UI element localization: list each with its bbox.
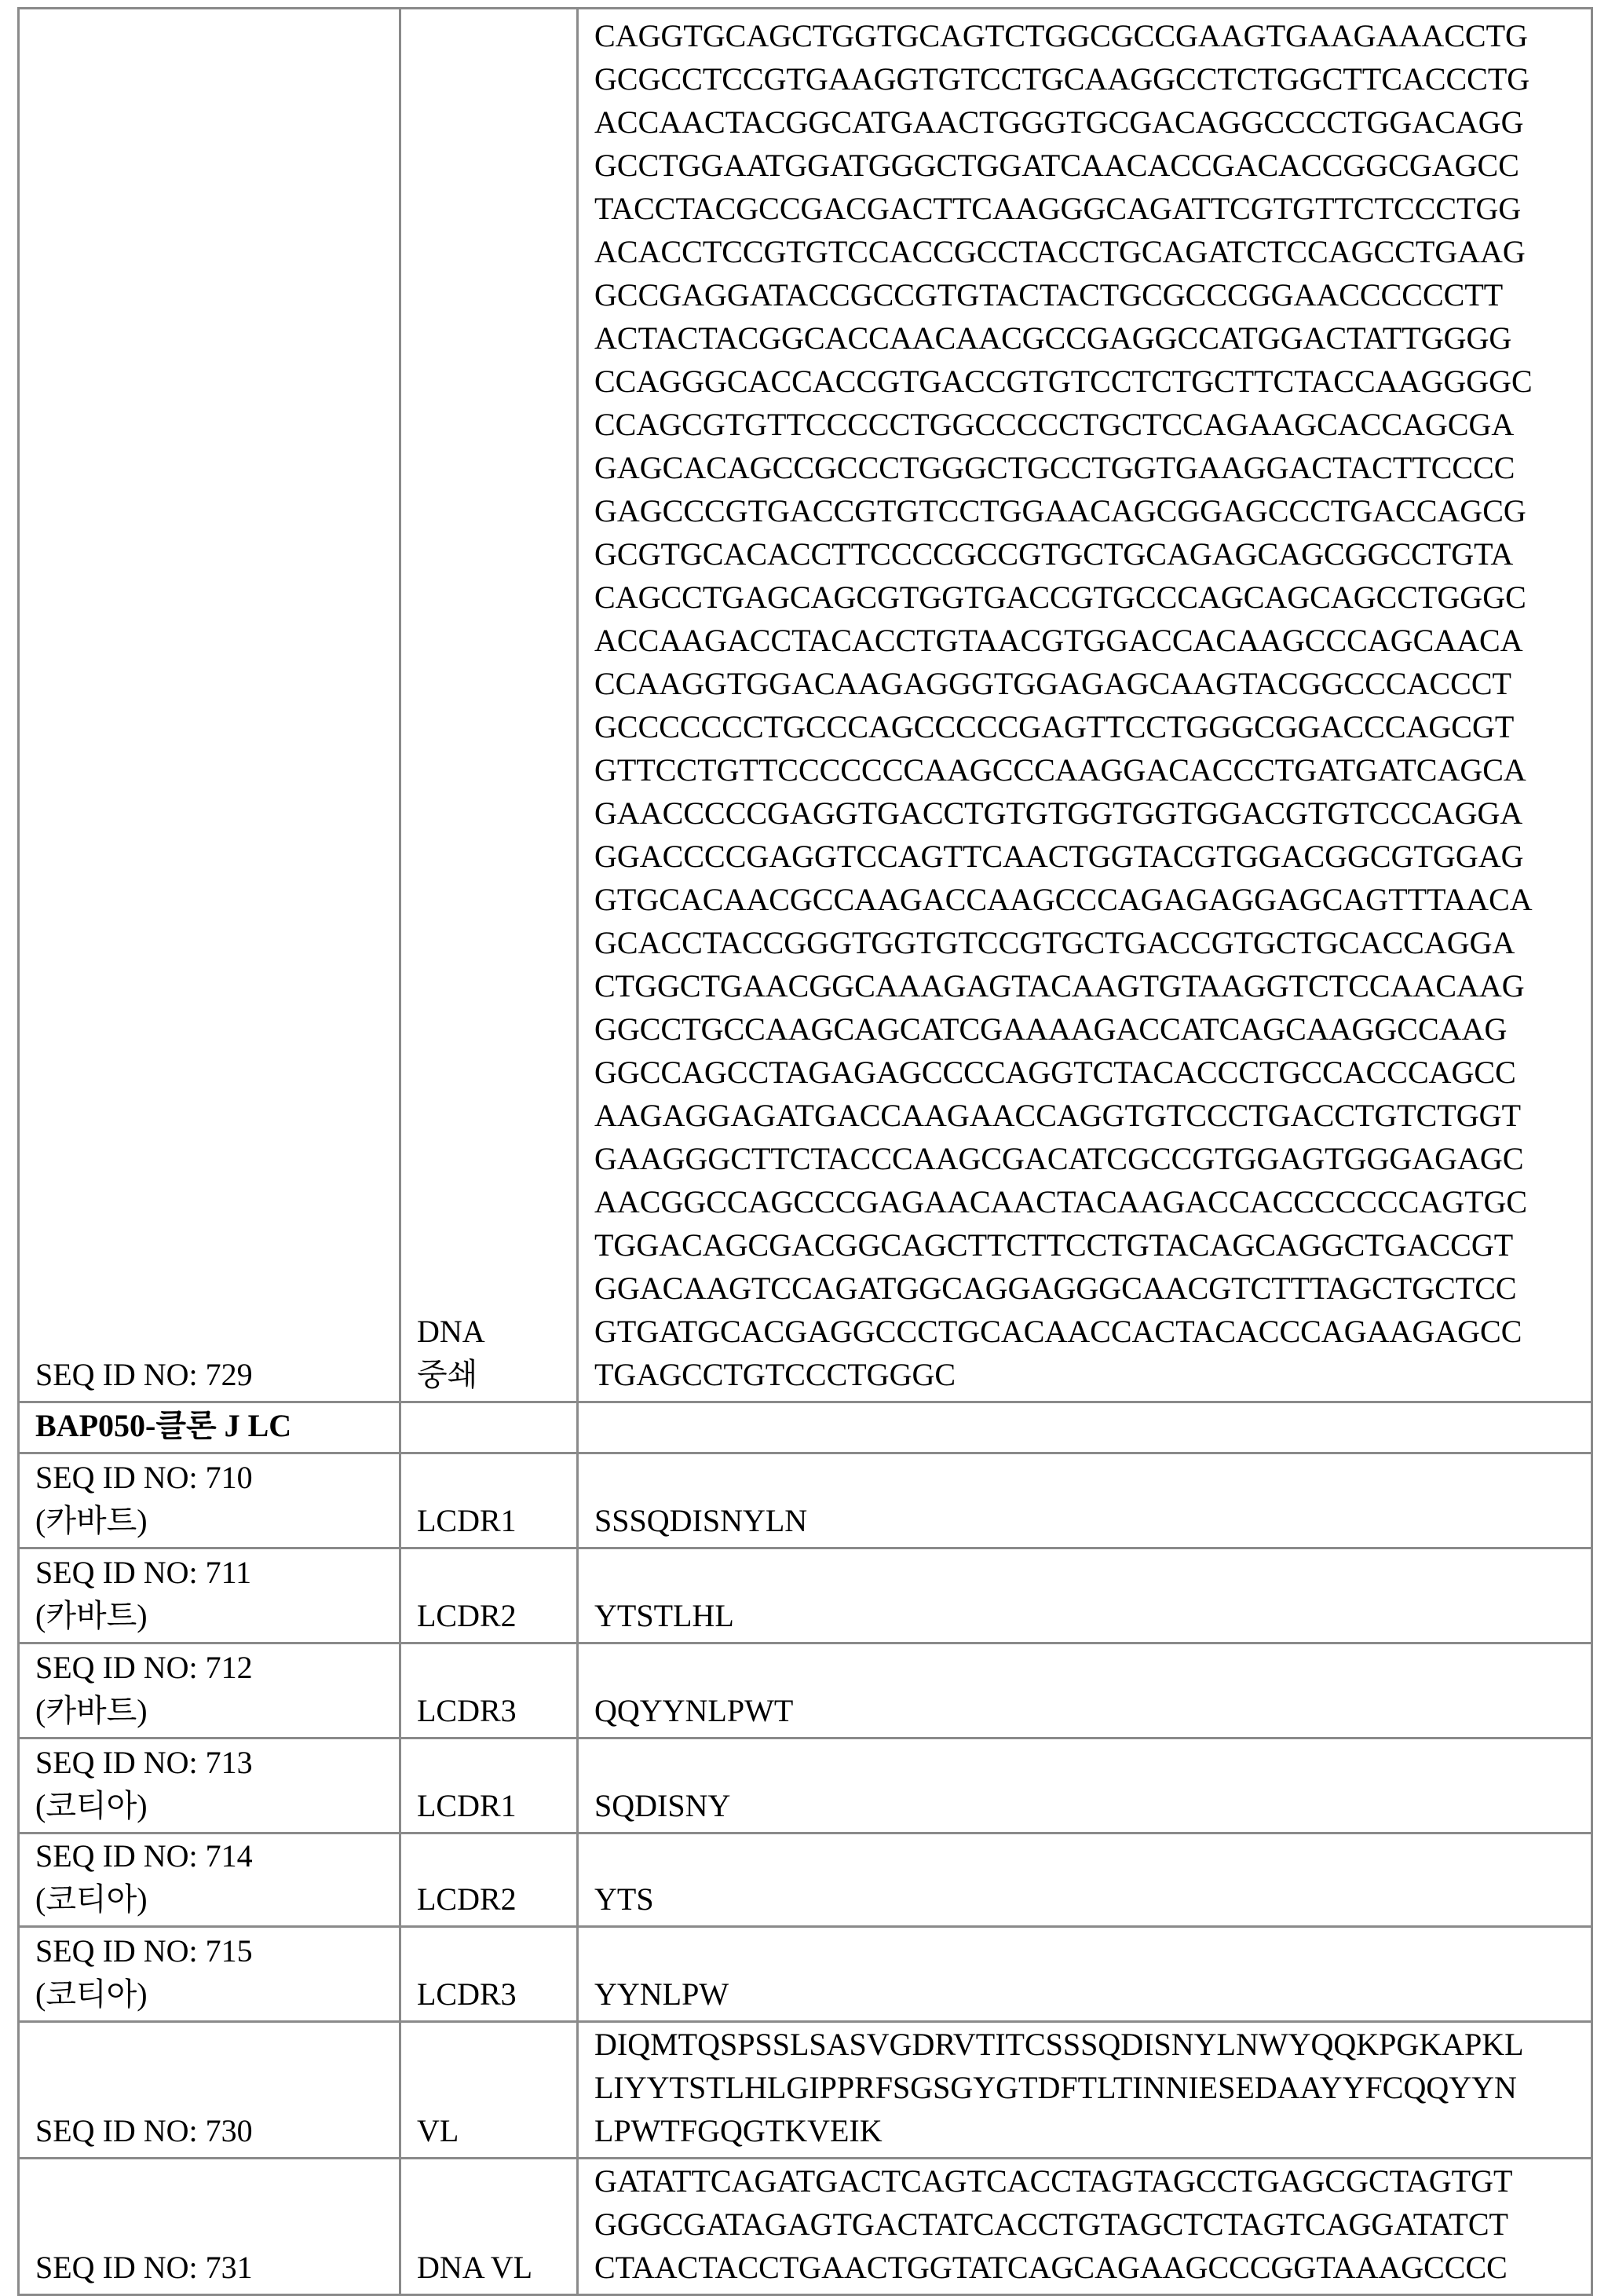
sequence-line: LPWTFGQGTKVEIK — [594, 2109, 1583, 2152]
id-cell — [19, 1927, 400, 2022]
sequence-line: GATATTCAGATGACTCAGTCACCTAGTAGCCTGAGCGCTAGTGT — [594, 2159, 1583, 2203]
id-cell — [19, 1453, 400, 1548]
sequence-line: GGGCGATAGAGTGACTATCACCTGTAGCTCTAGTCAGGATATCT — [594, 2203, 1583, 2246]
sequence-line: AACGGCCAGCCCGAGAACAACTACAAGACCACCCCCCCAGTGC — [594, 1180, 1583, 1223]
sequence-line: GCACCTACCGGGTGGTGTCCGTGCTGACCGTGCTGCACCAGGA — [594, 921, 1583, 964]
section-header-row — [19, 1402, 1592, 1453]
sequence-line: CAGGTGCAGCTGGTGCAGTCTGGCGCCGAAGTGAAGAAACCTG — [594, 14, 1583, 57]
numbering-scheme: (코티아) — [35, 1972, 391, 2016]
sequence-line: CTGGCTGAACGGCAAAGAGTACAAGTGTAAGGTCTCCAACAAG — [594, 964, 1583, 1007]
sequence-line: ACCAACTACGGCATGAACTGGGTGCGACAGGCCCCTGGACAGG — [594, 101, 1583, 144]
seq-id: SEQ ID NO: 713 — [35, 1741, 391, 1784]
sequence-line: LIYYTSTLHLGIPPRFSGSGYGTDFTLTINNIESEDAAYYFCQQYYN — [594, 2066, 1583, 2109]
numbering-scheme: (카바트) — [35, 1594, 391, 1637]
sequence-type: DNA — [417, 1310, 568, 1353]
sequence-cell — [578, 2159, 1592, 2295]
seq-id: SEQ ID NO: 729 — [35, 1353, 391, 1396]
sequence-line: YYNLPW — [594, 1972, 1583, 2016]
sequence-line: GCGCCTCCGTGAAGGTGTCCTGCAAGGCCTCTGGCTTCACCCTG — [594, 57, 1583, 101]
sequence-line: GCGTGCACACCTTCCCCGCCGTGCTGCAGAGCAGCGGCCTGTA — [594, 532, 1583, 576]
seq-id: SEQ ID NO: 731 — [35, 2246, 391, 2289]
sequence-type: 중쇄 — [417, 1353, 568, 1396]
seq-id: SEQ ID NO: 712 — [35, 1646, 391, 1689]
id-cell — [19, 1738, 400, 1834]
sequence-cell — [578, 2022, 1592, 2159]
id-cell — [19, 1548, 400, 1643]
id-cell — [19, 1643, 400, 1738]
sequence-line: GAGCCCGTGACCGTGTCCTGGAACAGCGGAGCCCTGACCAGCG — [594, 489, 1583, 532]
type-cell — [400, 9, 578, 1402]
id-cell — [19, 9, 400, 1402]
sequence-line: YTSTLHL — [594, 1594, 1583, 1637]
numbering-scheme: (카바트) — [35, 1499, 391, 1542]
sequence-line: GTTCCTGTTCCCCCCCAAGCCCAAGGACACCCTGATGATCAGCA — [594, 748, 1583, 792]
sequence-line: SSSQDISNYLN — [594, 1499, 1583, 1542]
sequence-line: CAGCCTGAGCAGCGTGGTGACCGTGCCCAGCAGCAGCCTGGGC — [594, 576, 1583, 619]
table-row — [19, 2159, 1592, 2295]
sequence-line: SQDISNY — [594, 1784, 1583, 1827]
table-row — [19, 1927, 1592, 2022]
id-cell — [19, 2022, 400, 2159]
sequence-line: GGCCAGCCTAGAGAGCCCCAGGTCTACACCCTGCCACCCAGCC — [594, 1051, 1583, 1094]
numbering-scheme: (코티아) — [35, 1877, 391, 1921]
sequence-line: GCCCCCCCTGCCCAGCCCCCGAGTTCCTGGGCGGACCCAGCGT — [594, 705, 1583, 748]
section-title: BAP050-클론 J LC — [19, 1402, 400, 1453]
sequence-line: ACTACTACGGCACCAACAACGCCGAGGCCATGGACTATTGGGG — [594, 316, 1583, 360]
sequence-line: GTGATGCACGAGGCCCTGCACAACCACTACACCCAGAAGAGCC — [594, 1310, 1583, 1353]
sequence-type: LCDR2 — [417, 1594, 568, 1637]
sequence-line: CCAAGGTGGACAAGAGGGTGGAGAGCAAGTACGGCCCACCCT — [594, 662, 1583, 705]
sequence-line: GGACCCCGAGGTCCAGTTCAACTGGTACGTGGACGGCGTGGAG — [594, 835, 1583, 878]
seq-id: SEQ ID NO: 710 — [35, 1456, 391, 1499]
sequence-line: AAGAGGAGATGACCAAGAACCAGGTGTCCCTGACCTGTCTGGT — [594, 1094, 1583, 1137]
table-row — [19, 1453, 1592, 1548]
sequence-line: GTGCACAACGCCAAGACCAAGCCCAGAGAGGAGCAGTTTAACA — [594, 878, 1583, 921]
sequence-line: GCCGAGGATACCGCCGTGTACTACTGCGCCCGGAACCCCCCTT — [594, 273, 1583, 316]
id-cell — [19, 1834, 400, 1927]
sequence-cell — [578, 1453, 1592, 1548]
sequence-line: GGCCTGCCAAGCAGCATCGAAAAGACCATCAGCAAGGCCAAG — [594, 1007, 1583, 1051]
sequence-line: QQYYNLPWT — [594, 1689, 1583, 1732]
sequence-line: CTAACTACCTGAACTGGTATCAGCAGAAGCCCGGTAAAGCCCC — [594, 2246, 1583, 2289]
numbering-scheme: (카바트) — [35, 1689, 391, 1732]
sequence-line: TGGACAGCGACGGCAGCTTCTTCCTGTACAGCAGGCTGACCGT — [594, 1223, 1583, 1267]
sequence-line: TGAGCCTGTCCCTGGGC — [594, 1353, 1583, 1396]
sequence-table — [17, 7, 1593, 2296]
empty-cell — [400, 1402, 578, 1453]
sequence-line: ACCAAGACCTACACCTGTAACGTGGACCACAAGCCCAGCAACA — [594, 619, 1583, 662]
type-cell — [400, 2159, 578, 2295]
sequence-line: CCAGCGTGTTCCCCCTGGCCCCCTGCTCCAGAAGCACCAGCGA — [594, 403, 1583, 446]
table-row — [19, 9, 1592, 1402]
type-cell — [400, 1834, 578, 1927]
sequence-cell — [578, 1738, 1592, 1834]
sequence-cell — [578, 9, 1592, 1402]
sequence-line: GCCTGGAATGGATGGGCTGGATCAACACCGACACCGGCGAGCC — [594, 144, 1583, 187]
sequence-type: LCDR3 — [417, 1689, 568, 1732]
sequence-type: LCDR1 — [417, 1784, 568, 1827]
id-cell — [19, 2159, 400, 2295]
table-row — [19, 1643, 1592, 1738]
sequence-cell — [578, 1834, 1592, 1927]
type-cell — [400, 1548, 578, 1643]
sequence-line: GGACAAGTCCAGATGGCAGGAGGGCAACGTCTTTAGCTGCTCC — [594, 1267, 1583, 1310]
type-cell — [400, 1738, 578, 1834]
sequence-line: GAACCCCCGAGGTGACCTGTGTGGTGGTGGACGTGTCCCAGGA — [594, 792, 1583, 835]
table-row — [19, 1738, 1592, 1834]
sequence-line: YTS — [594, 1877, 1583, 1921]
sequence-line: GAGCACAGCCGCCCTGGGCTGCCTGGTGAAGGACTACTTCCCC — [594, 446, 1583, 489]
sequence-type: LCDR2 — [417, 1877, 568, 1921]
table-row — [19, 1834, 1592, 1927]
sequence-line: DIQMTQSPSSLSASVGDRVTITCSSSQDISNYLNWYQQKPGKAPKL — [594, 2023, 1583, 2066]
type-cell — [400, 2022, 578, 2159]
empty-cell — [578, 1402, 1592, 1453]
sequence-cell — [578, 1927, 1592, 2022]
sequence-type: LCDR1 — [417, 1499, 568, 1542]
type-cell — [400, 1643, 578, 1738]
seq-id: SEQ ID NO: 730 — [35, 2109, 391, 2152]
numbering-scheme: (코티아) — [35, 1784, 391, 1827]
sequence-type: LCDR3 — [417, 1972, 568, 2016]
sequence-cell — [578, 1643, 1592, 1738]
sequence-line: ACACCTCCGTGTCCACCGCCTACCTGCAGATCTCCAGCCTGAAG — [594, 230, 1583, 273]
seq-id: SEQ ID NO: 714 — [35, 1834, 391, 1877]
sequence-line: CCAGGGCACCACCGTGACCGTGTCCTCTGCTTCTACCAAGGGGC — [594, 360, 1583, 403]
sequence-line: GAAGGGCTTCTACCCAAGCGACATCGCCGTGGAGTGGGAGAGC — [594, 1137, 1583, 1180]
table-row — [19, 2022, 1592, 2159]
type-cell — [400, 1453, 578, 1548]
seq-id: SEQ ID NO: 711 — [35, 1551, 391, 1594]
sequence-type: DNA VL — [417, 2246, 568, 2289]
table-row — [19, 1548, 1592, 1643]
sequence-line: TACCTACGCCGACGACTTCAAGGGCAGATTCGTGTTCTCCCTGG — [594, 187, 1583, 230]
sequence-type: VL — [417, 2109, 568, 2152]
type-cell — [400, 1927, 578, 2022]
seq-id: SEQ ID NO: 715 — [35, 1929, 391, 1972]
sequence-cell — [578, 1548, 1592, 1643]
